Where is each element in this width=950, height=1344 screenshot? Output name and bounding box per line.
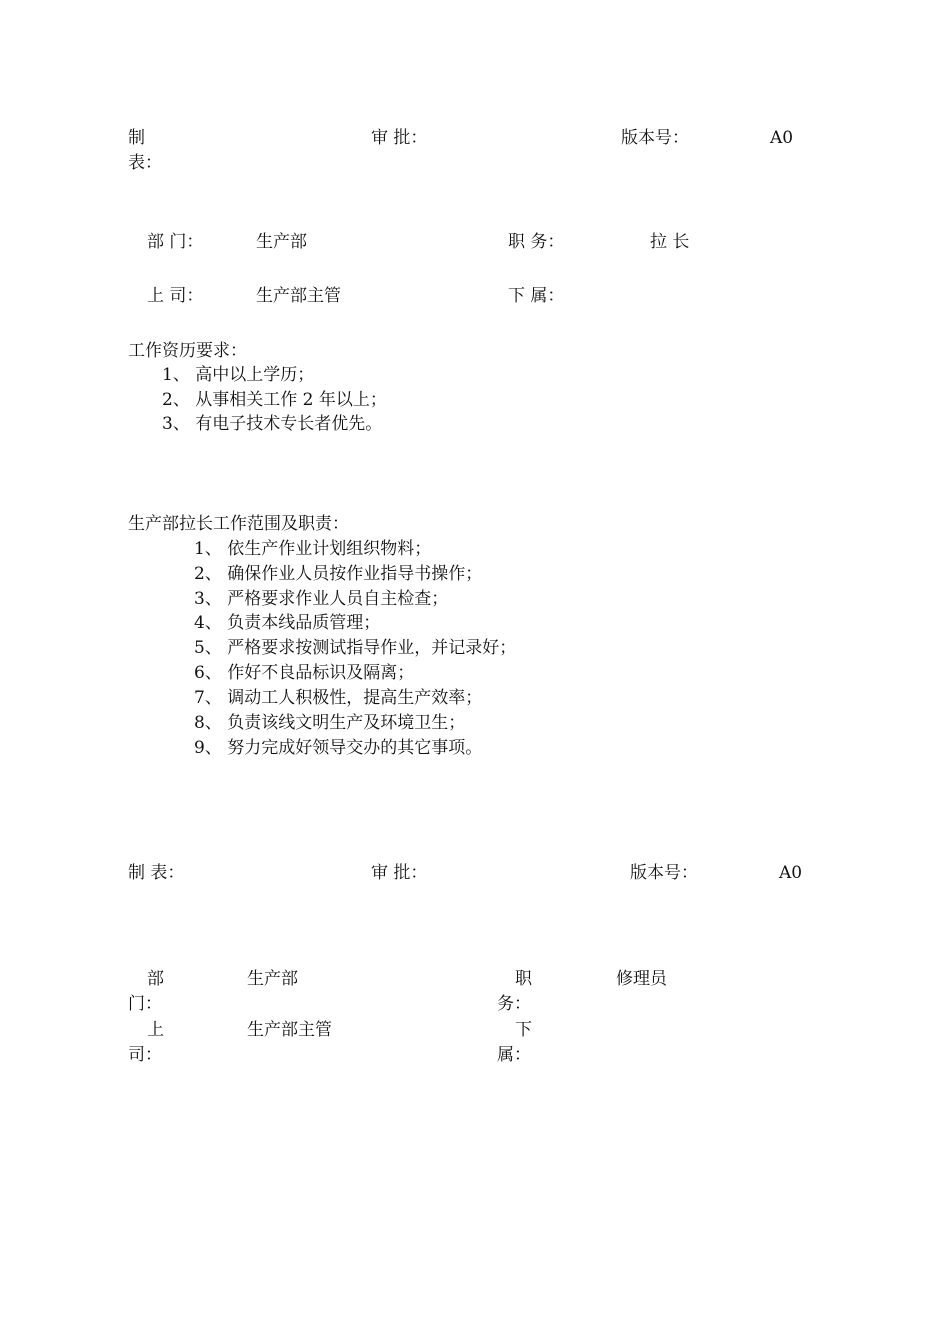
version-value: A0 (779, 863, 803, 883)
position-value: 拉 长 (650, 232, 690, 252)
duty-item: 1、 依生产作业计划组织物料； (194, 539, 432, 559)
approve-label: 审 批： (371, 128, 428, 148)
duty-item: 3、 严格要求作业人员自主检查； (194, 589, 449, 609)
superior-value: 生产部主管 (256, 286, 341, 306)
dept-label: 部 门： (147, 232, 204, 252)
position-label: 职 (515, 969, 532, 989)
duty-item: 9、 努力完成好领导交办的其它事项。 (194, 738, 483, 758)
duties-title: 生产部拉长工作范围及职责： (128, 514, 349, 534)
subordinate-label-continued: 属： (497, 1045, 531, 1065)
dept-label: 部 (147, 969, 164, 989)
version-value: A0 (770, 128, 794, 148)
duty-item: 2、 确保作业人员按作业指导书操作； (194, 564, 483, 584)
superior-label: 上 (147, 1020, 164, 1040)
position-label-continued: 务： (497, 994, 531, 1014)
subordinate-label: 下 (515, 1020, 532, 1040)
maker-label-continued: 表： (128, 153, 162, 173)
maker-label: 制 表： (128, 863, 185, 883)
dept-label-continued: 门： (128, 994, 162, 1014)
position-value: 修理员 (616, 969, 667, 989)
duty-item: 7、 调动工人积极性，提高生产效率； (194, 688, 483, 708)
version-label: 版本号： (621, 128, 689, 148)
requirement-item: 1、 高中以上学历； (162, 365, 315, 385)
subordinate-label: 下 属： (508, 286, 565, 306)
superior-value: 生产部主管 (247, 1020, 332, 1040)
requirements-title: 工作资历要求： (128, 341, 247, 361)
version-label: 版本号： (630, 863, 698, 883)
approve-label: 审 批： (371, 863, 428, 883)
dept-value: 生产部 (256, 232, 307, 252)
maker-label: 制 (128, 128, 145, 148)
duty-item: 5、 严格要求按测试指导作业，并记录好； (194, 638, 517, 658)
requirement-item: 2、 从事相关工作 2 年以上； (162, 390, 387, 410)
dept-value: 生产部 (247, 969, 298, 989)
requirement-item: 3、 有电子技术专长者优先。 (162, 414, 383, 434)
duty-item: 6、 作好不良品标识及隔离； (194, 663, 415, 683)
duty-item: 8、 负责该线文明生产及环境卫生； (194, 713, 466, 733)
superior-label-continued: 司： (128, 1045, 162, 1065)
superior-label: 上 司： (147, 286, 204, 306)
position-label: 职 务： (508, 232, 565, 252)
duty-item: 4、 负责本线品质管理； (194, 613, 381, 633)
